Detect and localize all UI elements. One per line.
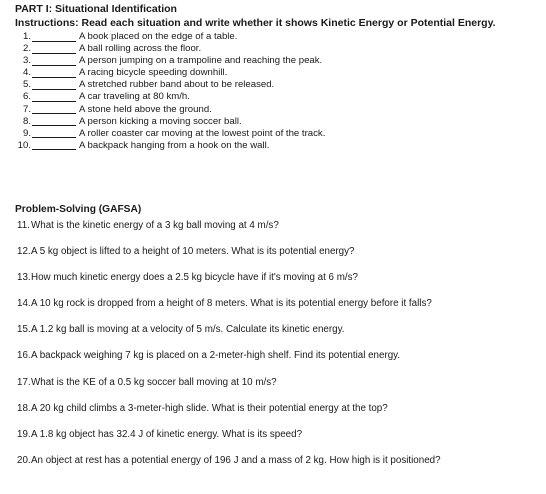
item-text: A stone held above the ground. [79, 103, 212, 115]
item-text: A stretched rubber band about to be released. [79, 79, 275, 91]
item-number: 1. [22, 31, 31, 42]
answer-blank[interactable] [32, 125, 76, 126]
item-text: A person jumping on a trampoline and reaching the peak. [79, 55, 323, 67]
problem-number: 11. [17, 220, 30, 231]
problem-list [0, 220, 546, 481]
item-number: 2. [22, 43, 31, 55]
item-number: 8. [22, 115, 31, 127]
answer-blank[interactable] [32, 41, 76, 42]
list-item [0, 79, 546, 91]
problem-text: A 20 kg child climbs a 3-meter-high slide. What is their potential energy at the top? [31, 402, 388, 414]
problem-text: What is the kinetic energy of a 3 kg ball moving at 4 m/s? [31, 220, 279, 231]
item-number: 10. [17, 139, 31, 151]
problem-text: An object at rest has a potential energy of 196 J and a mass of 2 kg. How high is it positioned? [31, 454, 441, 466]
problem-text: What is the KE of a 0.5 kg soccer ball moving at 10 m/s? [31, 376, 277, 388]
problem-number: 16. [17, 350, 31, 362]
problem-number: 17. [17, 376, 31, 388]
problem-item [0, 324, 546, 350]
list-item [0, 43, 546, 55]
problem-item [0, 377, 546, 403]
problem-item [0, 272, 546, 298]
answer-blank[interactable] [32, 101, 76, 102]
answer-blank[interactable] [32, 77, 76, 78]
item-number: 6. [22, 91, 31, 103]
item-number: 7. [22, 103, 31, 115]
item-number: 9. [22, 127, 31, 139]
problem-number: 15. [17, 324, 31, 336]
problem-item [0, 246, 546, 272]
problem-item [0, 403, 546, 429]
problem-text: A 1.8 kg object has 32.4 J of kinetic energy. What is its speed? [31, 428, 303, 440]
problem-number: 12. [17, 246, 31, 258]
list-item [0, 55, 546, 67]
item-text: A car traveling at 80 km/h. [79, 91, 190, 103]
problem-item [0, 298, 546, 324]
list-item [0, 104, 546, 116]
answer-blank[interactable] [32, 53, 76, 54]
answer-blank[interactable] [32, 149, 76, 150]
problem-item [0, 350, 546, 376]
problem-text: How much kinetic energy does a 2.5 kg bicycle have if it's moving at 6 m/s? [31, 272, 358, 284]
answer-blank[interactable] [32, 89, 76, 90]
problem-text: A 10 kg rock is dropped from a height of 8 meters. What is its potential energy before it falls? [31, 298, 432, 310]
item-text: A person kicking a moving soccer ball. [79, 115, 242, 127]
problem-number: 20. [17, 454, 31, 466]
part1-instructions: Instructions: Read each situation and write whether it shows Kinetic Energy or Potential Energy. [15, 17, 496, 29]
item-number: 5. [22, 79, 31, 91]
list-item [0, 116, 546, 128]
problem-number: 18. [17, 402, 31, 414]
item-text: A roller coaster car moving at the lowest point of the track. [79, 127, 326, 139]
list-item [0, 128, 546, 140]
problem-text: A 5 kg object is lifted to a height of 10 meters. What is its potential energy? [31, 246, 355, 258]
answer-blank[interactable] [32, 137, 76, 138]
answer-blank[interactable] [32, 65, 76, 66]
part1-title: PART I: Situational Identification [15, 3, 177, 15]
item-text: A racing bicycle speeding downhill. [79, 67, 228, 79]
situational-item-list [0, 31, 546, 152]
problem-number: 14. [17, 298, 31, 310]
problem-number: 13. [17, 272, 31, 284]
list-item [0, 140, 546, 152]
problem-number: 19. [17, 428, 31, 440]
problem-text: A 1.2 kg ball is moving at a velocity of 5 m/s. Calculate its kinetic energy. [31, 324, 345, 336]
problem-text: A backpack weighing 7 kg is placed on a 2-meter-high shelf. Find its potential energy. [31, 350, 401, 362]
item-number: 4. [22, 67, 31, 79]
item-number: 3. [22, 55, 31, 67]
list-item [0, 31, 546, 43]
problem-item [0, 429, 546, 455]
answer-blank[interactable] [32, 113, 76, 114]
list-item [0, 67, 546, 79]
list-item [0, 91, 546, 103]
problem-item [0, 455, 546, 481]
problem-item [0, 220, 546, 246]
item-text: A ball rolling across the floor. [79, 43, 202, 55]
item-text: A backpack hanging from a hook on the wall. [79, 139, 270, 151]
item-text: A book placed on the edge of a table. [79, 31, 238, 42]
problem-solving-title: Problem-Solving (GAFSA) [15, 204, 142, 215]
